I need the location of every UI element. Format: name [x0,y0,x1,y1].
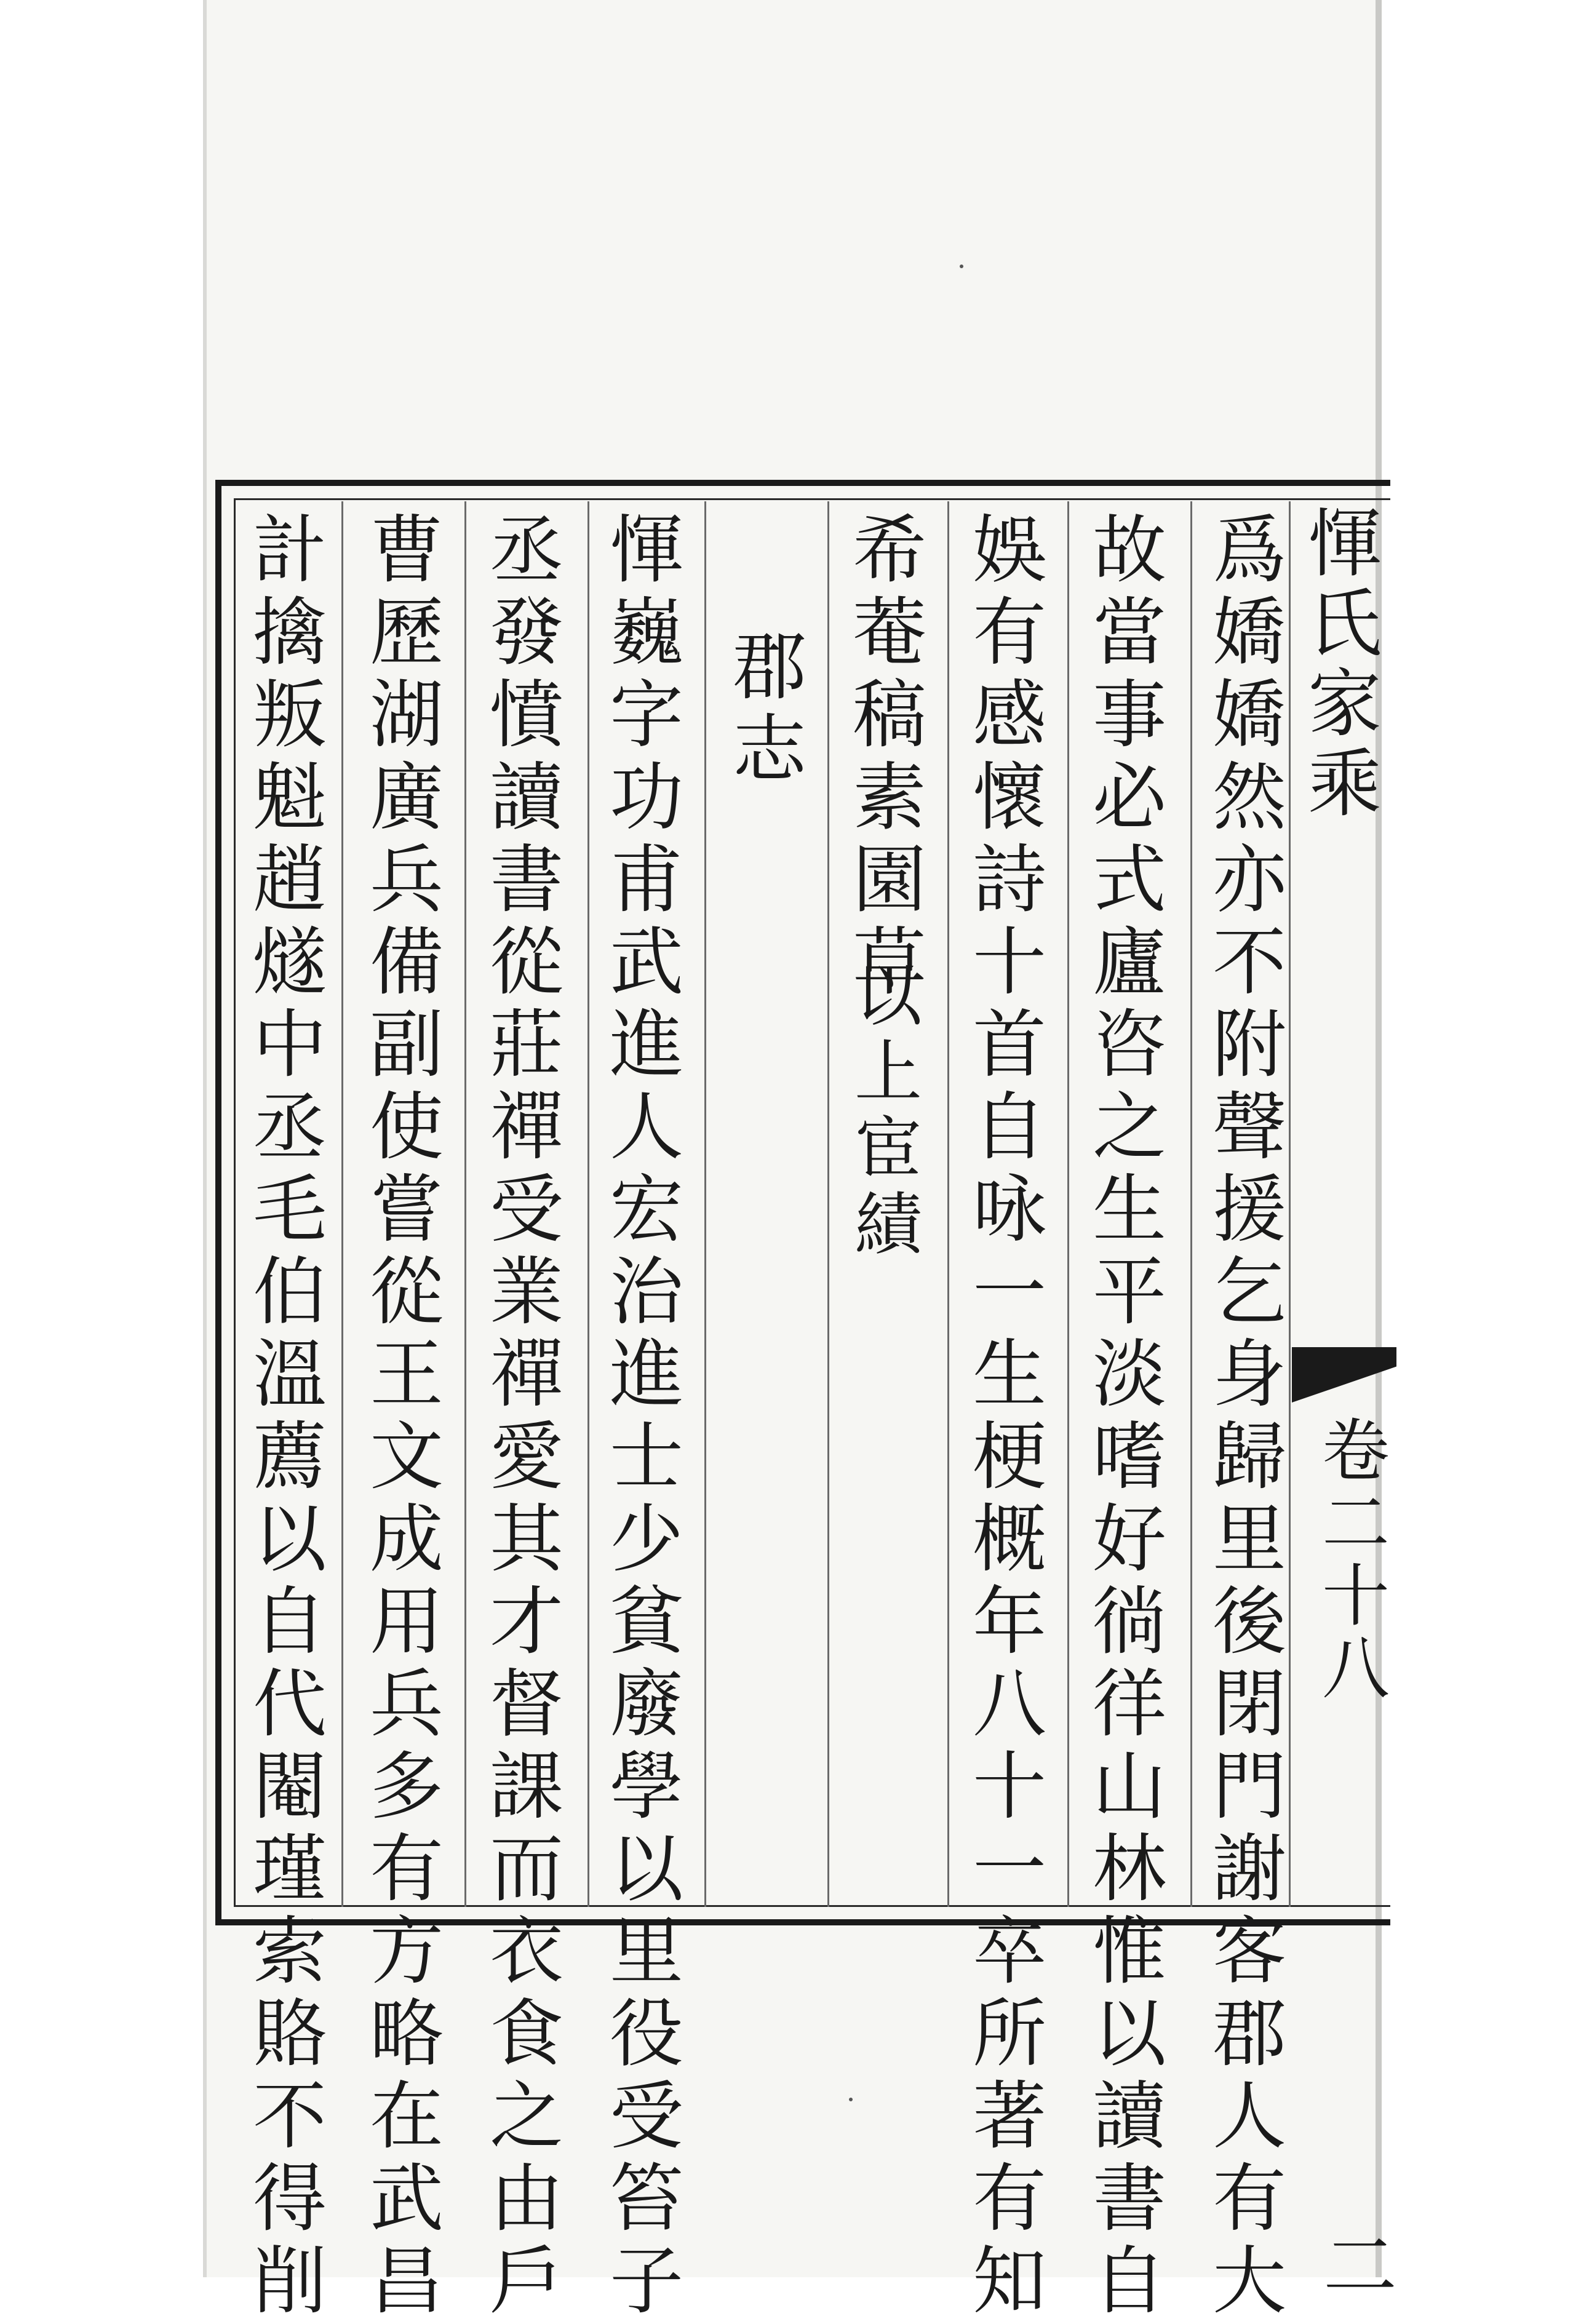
text-column: 曹歷湖廣兵備副使嘗從王文成用兵多有方略在武昌 [357,511,443,2324]
column-rule [827,501,829,1907]
fishtail-mark-icon [1292,1347,1396,1403]
column-rule [1067,501,1069,1907]
column-rule [1289,501,1291,1907]
column-rule [1190,501,1192,1907]
paper-speck [849,2098,853,2101]
text-column: 惲巍字功甫武進人宏治進士少貧廢學以里役受笞子 [597,511,683,2324]
text-column: 爲嬌嬌然亦不附聲援乞身歸里後閉門謝客郡人有大 [1200,511,1286,2324]
column-rule [464,501,466,1907]
column-rule [947,501,949,1907]
text-column: 希菴稿素園草 [840,511,926,1005]
section-note: 以上宦績 [843,960,922,1265]
source-label: 郡志 [720,627,806,792]
text-column: 娛有感懷詩十首自咏一生梗概年八十一卒所著有知 [960,511,1046,2324]
column-rule [341,501,343,1907]
text-column: 故當事必式廬咨之生平淡嗜好徜徉山林惟以讀書自 [1080,511,1166,2324]
text-column: 丞發憤讀書從莊禪受業禪愛其才督課而衣食之由戶 [477,511,563,2324]
column-rule [704,501,706,1907]
volume-label: 卷二十八 [1311,1415,1390,1705]
book-title: 惲氏家乘 [1296,504,1381,824]
page-header-strip [1292,492,1403,2301]
paper-speck [960,265,963,268]
column-rule [587,501,589,1907]
page-number: 二 [1311,2227,1396,2301]
text-column: 計擒叛魁趙燧中丞毛伯溫薦以自代閹瑾索賂不得削 [241,511,326,2324]
